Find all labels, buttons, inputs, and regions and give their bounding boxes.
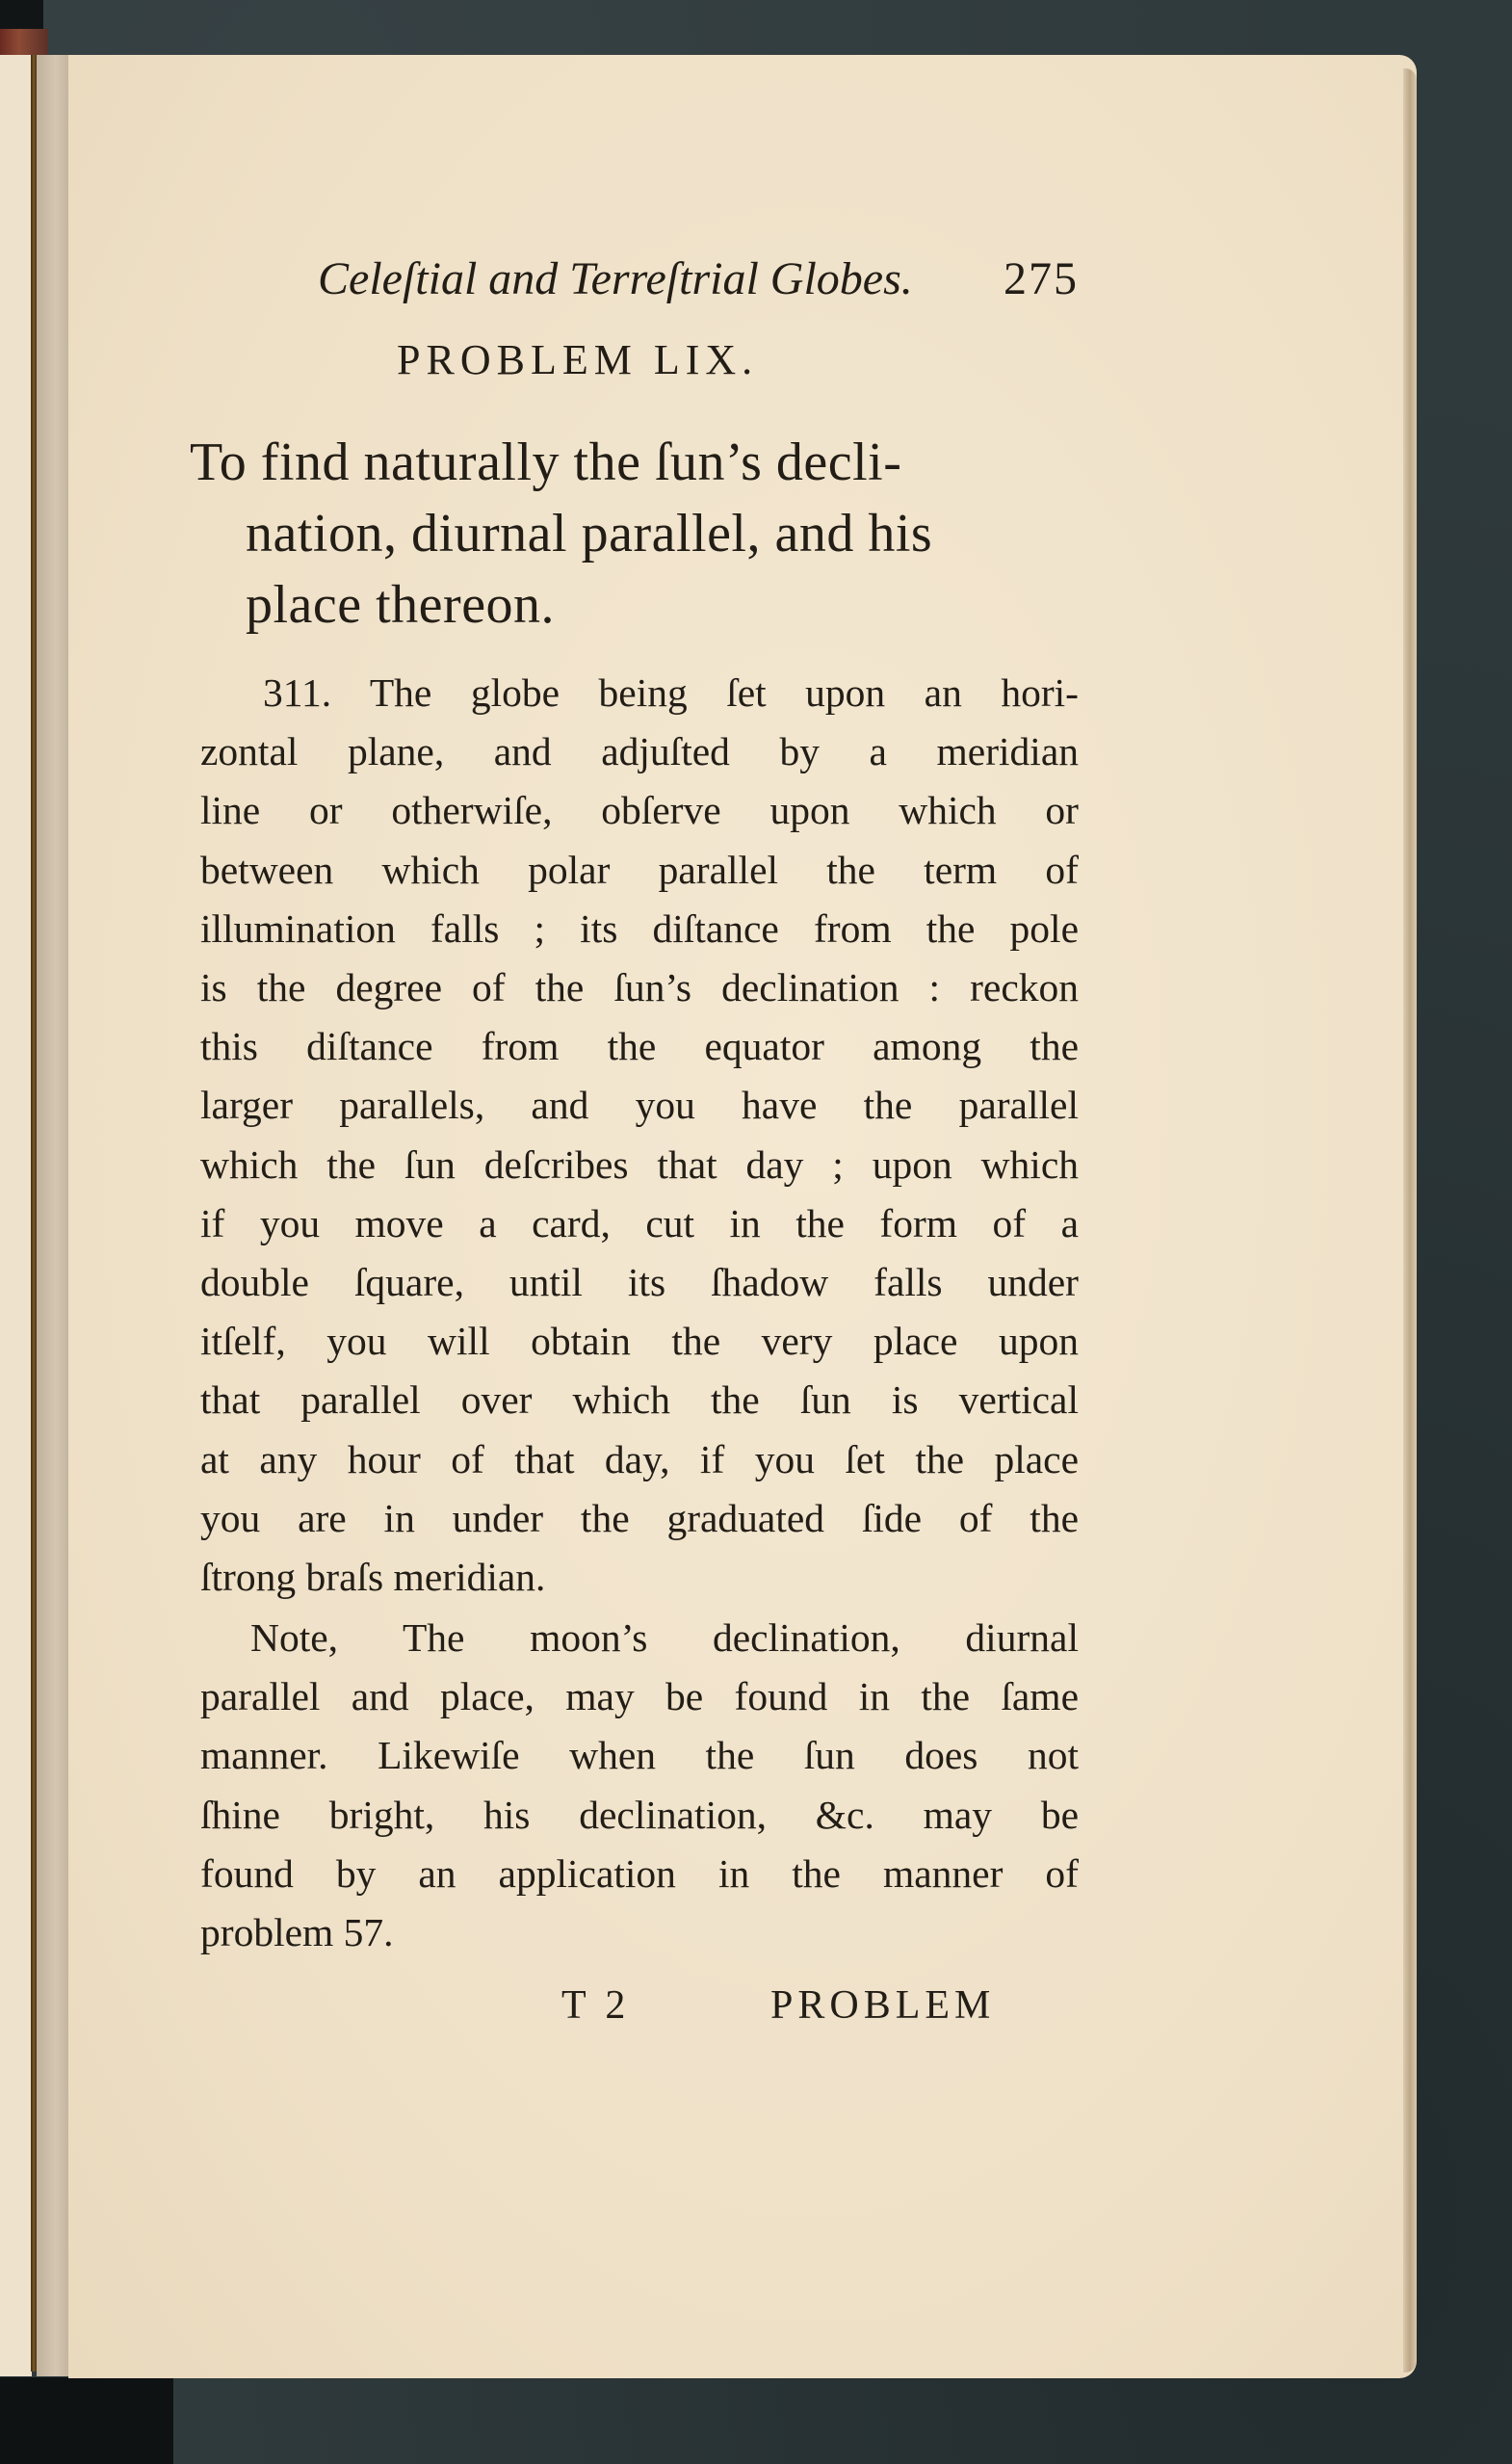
text-line: line or otherwiſe, obſerve upon which or — [200, 788, 1079, 833]
text-line: you are in under the graduated ſide of the — [200, 1495, 1079, 1540]
text-line: Note, The moon’s declination, diurnal — [250, 1615, 1079, 1660]
text-line: illumination falls ; its diſtance from the pole — [200, 905, 1079, 951]
catchword: PROBLEM — [770, 1983, 996, 2028]
text-line: that parallel over which the ſun is vertical — [200, 1377, 1079, 1423]
text-line: ſhine bright, his declination, &c. may be — [200, 1792, 1079, 1837]
problem-heading: PROBLEM LIX. — [397, 336, 759, 383]
text-line: itſelf, you will obtain the very place upon — [200, 1319, 1079, 1364]
running-head — [318, 252, 1079, 305]
text-line: is the degree of the ſun’s declination : reckon — [200, 965, 1079, 1009]
gutter — [37, 55, 68, 2376]
text-line: which the ſun deſcribes that day ; upon which — [200, 1141, 1079, 1187]
text-line: zontal plane, and adjuſted by a meridian — [200, 729, 1079, 774]
text-line: double ſquare, until its ſhadow falls under — [200, 1260, 1079, 1304]
running-head-title: Celeſtial and Terreſtrial Globes. — [318, 253, 913, 304]
book-cover-bottom — [0, 2377, 173, 2464]
problem-title-line: To find naturally the ſun’s decli- — [190, 433, 902, 492]
book-binding-edge — [0, 29, 48, 56]
text-line: 311. The globe being ſet upon an hori- — [263, 670, 1079, 715]
text-line: larger parallels, and you have the parallel — [200, 1083, 1079, 1128]
signature-mark: T 2 — [561, 1983, 631, 2028]
text-line: ſtrong braſs meridian. — [200, 1555, 546, 1599]
text-line: manner. Likewiſe when the ſun does not — [200, 1733, 1079, 1778]
page-fore-edge — [1403, 68, 1417, 2372]
problem-title-line: place thereon. — [246, 575, 556, 635]
text-line: found by an application in the manner of — [200, 1850, 1079, 1896]
facing-page-edge — [0, 55, 32, 2376]
text-line: at any hour of that day, if you ſet the place — [200, 1436, 1079, 1481]
page-number: 275 — [1004, 253, 1079, 304]
text-line: problem 57. — [200, 1910, 394, 1954]
text-line: between which polar parallel the term of — [200, 847, 1079, 892]
text-line: parallel and place, may be found in the ſame — [200, 1674, 1079, 1719]
problem-title-line: nation, diurnal parallel, and his — [246, 504, 933, 564]
text-line: this diſtance from the equator among the — [200, 1024, 1079, 1069]
text-line: if you move a card, cut in the form of a — [200, 1200, 1079, 1245]
